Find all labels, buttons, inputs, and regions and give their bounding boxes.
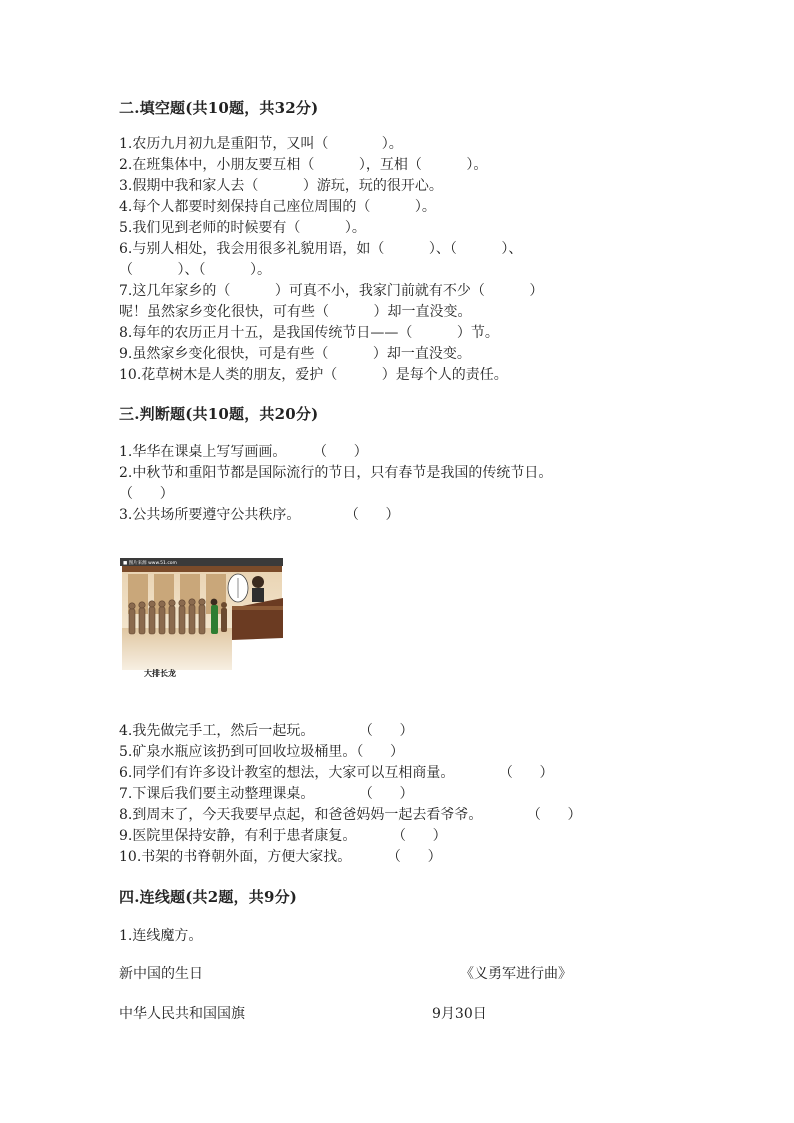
judge-line: 2.中秋节和重阳节都是国际流行的节日，只有春节是我国的传统节日。: [119, 465, 553, 481]
question-line: 9.虽然家乡变化很快，可是有些（ ）却一直没变。: [119, 346, 471, 362]
matching-left-item: 新中国的生日: [119, 966, 203, 982]
question-line: （ ）、（ ）。: [119, 262, 272, 278]
question-line: 10.花草树木是人类的朋友，爱护（ ）是每个人的责任。: [119, 367, 508, 383]
question-line: 6.与别人相处，我会用很多礼貌用语，如（ ）、（ ）、: [119, 241, 523, 257]
question-line: 8.每年的农历正月十五，是我国传统节日——（ ）节。: [119, 325, 499, 341]
section-heading-fill-blank: 二.填空题(共10题，共32分): [119, 99, 319, 117]
matching-left-item: 中华人民共和国国旗: [119, 1006, 245, 1022]
section-heading-matching: 四.连线题(共2题，共9分): [119, 888, 298, 906]
question-line: 3.假期中我和家人去（ ）游玩，玩的很开心。: [119, 178, 443, 194]
judge-line: 3.公共场所要遵守公共秩序。 （ ）: [119, 507, 400, 523]
judge-line: 5.矿泉水瓶应该扔到可回收垃圾桶里。（ ）: [119, 744, 405, 760]
question-line: 4.每个人都要时刻保持自己座位周围的（ ）。: [119, 199, 436, 215]
section-heading-true-false: 三.判断题(共10题，共20分): [119, 405, 319, 423]
judge-line: 1.华华在课桌上写写画画。 （ ）: [119, 444, 368, 460]
question-line: 7.这几年家乡的（ ）可真不小，我家门前就有不少（ ）: [119, 283, 544, 299]
matching-question: 1.连线魔方。: [119, 928, 203, 944]
illustration-caption: 大排长龙: [144, 669, 176, 678]
matching-right-item: 《义勇军进行曲》: [460, 966, 572, 982]
judge-line: 4.我先做完手工，然后一起玩。 （ ）: [119, 723, 414, 739]
question-line: 5.我们见到老师的时候要有（ ）。: [119, 220, 366, 236]
question-line: 2.在班集体中，小朋友要互相（ ），互相（ ）。: [119, 157, 488, 173]
queue-illustration: [120, 558, 283, 684]
judge-line: 9.医院里保持安静，有利于患者康复。 （ ）: [119, 828, 447, 844]
judge-line: 10.书架的书脊朝外面，方便大家找。 （ ）: [119, 849, 442, 865]
matching-right-item: 9月30日: [432, 1006, 487, 1022]
judge-line: 8.到周末了，今天我要早点起，和爸爸妈妈一起去看爷爷。 （ ）: [119, 807, 582, 823]
question-line: 1.农历九月初九是重阳节，又叫（ ）。: [119, 136, 403, 152]
judge-line: 6.同学们有许多设计教室的想法，大家可以互相商量。 （ ）: [119, 765, 554, 781]
question-line: 呢！虽然家乡变化很快，可有些（ ）却一直没变。: [119, 304, 472, 320]
judge-line: （ ）: [119, 486, 174, 502]
image-watermark: ■ 图片来源 www.51.com: [123, 561, 177, 566]
judge-line: 7.下课后我们要主动整理课桌。 （ ）: [119, 786, 414, 802]
